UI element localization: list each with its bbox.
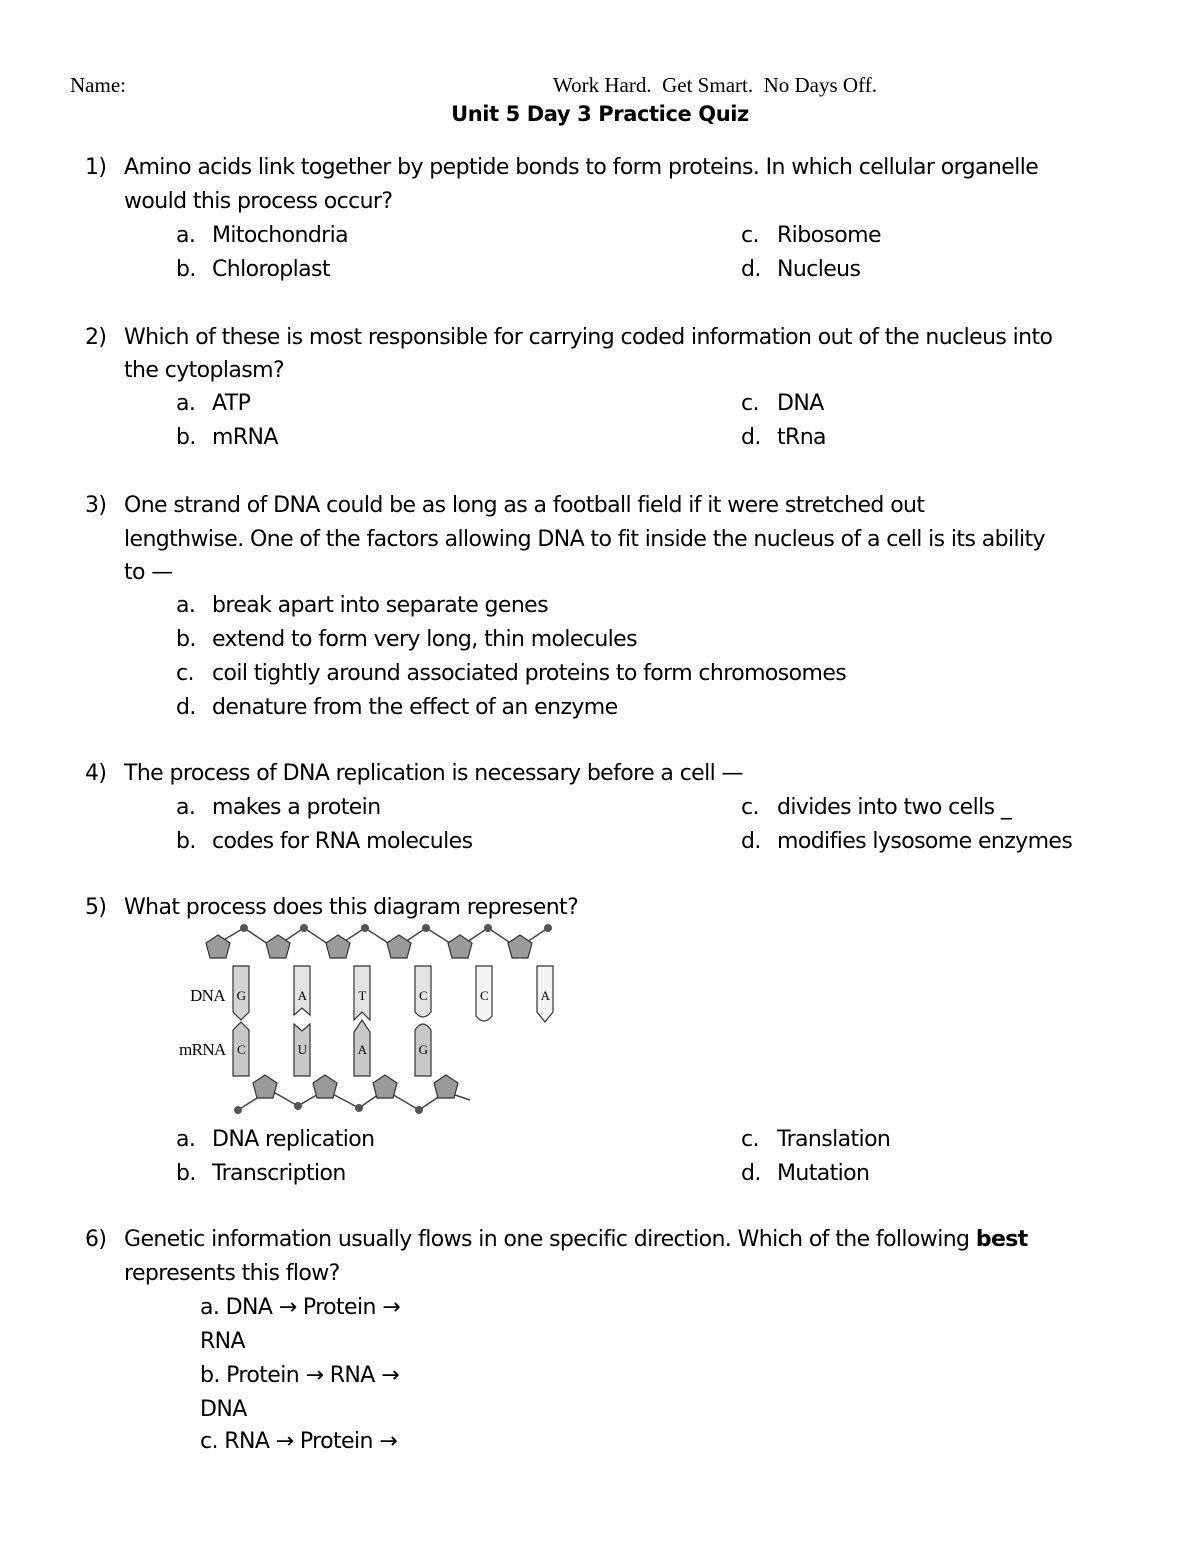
sugar xyxy=(253,1075,277,1098)
option-b[interactable]: b. Transcription xyxy=(176,1161,346,1186)
mrna-base-label: U xyxy=(297,1042,307,1057)
option-b[interactable]: b. codes for RNA molecules xyxy=(176,829,473,854)
option-c[interactable]: c. divides into two cells _ xyxy=(741,795,1012,820)
question-text: The process of DNA replication is necessary before a cell — xyxy=(124,761,743,786)
question-text: Genetic information usually flows in one specific direction. Which of the following best xyxy=(124,1227,1028,1252)
choice-line[interactable]: b. Protein → RNA → xyxy=(200,1363,399,1388)
mrna-base-label: G xyxy=(418,1042,428,1057)
dna-base-label: C xyxy=(418,988,428,1003)
dna-base-label: A xyxy=(540,988,550,1003)
question-number: 3) xyxy=(85,493,107,518)
option-a[interactable]: a. makes a protein xyxy=(176,795,381,820)
sugar xyxy=(508,935,532,958)
emphasis-best: best xyxy=(975,1227,1028,1252)
question-number: 1) xyxy=(85,155,107,180)
dna-label: DNA xyxy=(190,986,226,1005)
mrna-base-tabs xyxy=(233,1020,431,1076)
option-b[interactable]: b. extend to form very long, thin molecules xyxy=(176,627,637,652)
mrna-base-label: C xyxy=(236,1042,246,1057)
question-number: 5) xyxy=(85,895,107,920)
option-d[interactable]: d. modifies lysosome enzymes xyxy=(741,829,1073,854)
mrna-sugars xyxy=(253,1075,458,1098)
dna-base-label: T xyxy=(358,988,366,1003)
transcription-diagram xyxy=(170,920,570,1120)
question-text: to — xyxy=(124,560,173,585)
dna-base-label: C xyxy=(479,988,489,1003)
question-text: represents this flow? xyxy=(124,1261,340,1286)
option-c[interactable]: c. DNA xyxy=(741,391,824,416)
option-b[interactable]: b. mRNA xyxy=(176,425,278,450)
dna-base-label: G xyxy=(236,988,246,1003)
mrna-label: mRNA xyxy=(179,1040,226,1059)
option-d[interactable]: d. Nucleus xyxy=(741,257,861,282)
question-number: 4) xyxy=(85,761,107,786)
option-d[interactable]: d. denature from the effect of an enzyme xyxy=(176,695,618,720)
choice-line: DNA xyxy=(200,1397,247,1422)
question-number: 2) xyxy=(85,325,107,350)
page-title: Unit 5 Day 3 Practice Quiz xyxy=(451,102,749,126)
question-text: Amino acids link together by peptide bonds to form proteins. In which cellular organelle xyxy=(124,155,1039,180)
mrna-base-label: A xyxy=(357,1042,367,1057)
sugar xyxy=(448,935,472,958)
option-b[interactable]: b. Chloroplast xyxy=(176,257,330,282)
choice-line[interactable]: c. RNA → Protein → xyxy=(200,1429,398,1454)
option-c[interactable]: c. coil tightly around associated proteins to form chromosomes xyxy=(176,661,847,686)
question-text: would this process occur? xyxy=(124,189,393,214)
name-label: Name: xyxy=(70,73,126,97)
question-text: lengthwise. One of the factors allowing DNA to fit inside the nucleus of a cell is its ability xyxy=(124,527,1045,552)
dna-base-label: A xyxy=(297,988,307,1003)
sugar xyxy=(434,1075,458,1098)
dna-phosphates xyxy=(240,924,552,932)
option-a[interactable]: a. break apart into separate genes xyxy=(176,593,548,618)
dna-base-tabs xyxy=(233,966,553,1022)
option-c[interactable]: c. Translation xyxy=(741,1127,891,1152)
option-a[interactable]: a. Mitochondria xyxy=(176,223,349,248)
option-c[interactable]: c. Ribosome xyxy=(741,223,881,248)
question-text: Which of these is most responsible for carrying coded information out of the nucleus into xyxy=(124,325,1053,350)
choice-line[interactable]: a. DNA → Protein → xyxy=(200,1295,401,1320)
sugar xyxy=(373,1075,397,1098)
option-a[interactable]: a. ATP xyxy=(176,391,251,416)
option-a[interactable]: a. DNA replication xyxy=(176,1127,375,1152)
option-d[interactable]: d. Mutation xyxy=(741,1161,870,1186)
question-number: 6) xyxy=(85,1227,107,1252)
question-text: One strand of DNA could be as long as a football field if it were stretched out xyxy=(124,493,925,518)
question-text: the cytoplasm? xyxy=(124,358,285,383)
motto: Work Hard. Get Smart. No Days Off. xyxy=(553,73,877,97)
sugar xyxy=(266,935,290,958)
option-d[interactable]: d. tRna xyxy=(741,425,826,450)
dna-sugars xyxy=(206,935,532,958)
choice-line: RNA xyxy=(200,1329,245,1354)
sugar xyxy=(313,1075,337,1098)
sugar xyxy=(326,935,350,958)
sugar xyxy=(387,935,411,958)
question-text: What process does this diagram represent? xyxy=(124,895,579,920)
dna-backbone xyxy=(210,928,548,948)
mrna-phosphates xyxy=(234,1102,423,1114)
